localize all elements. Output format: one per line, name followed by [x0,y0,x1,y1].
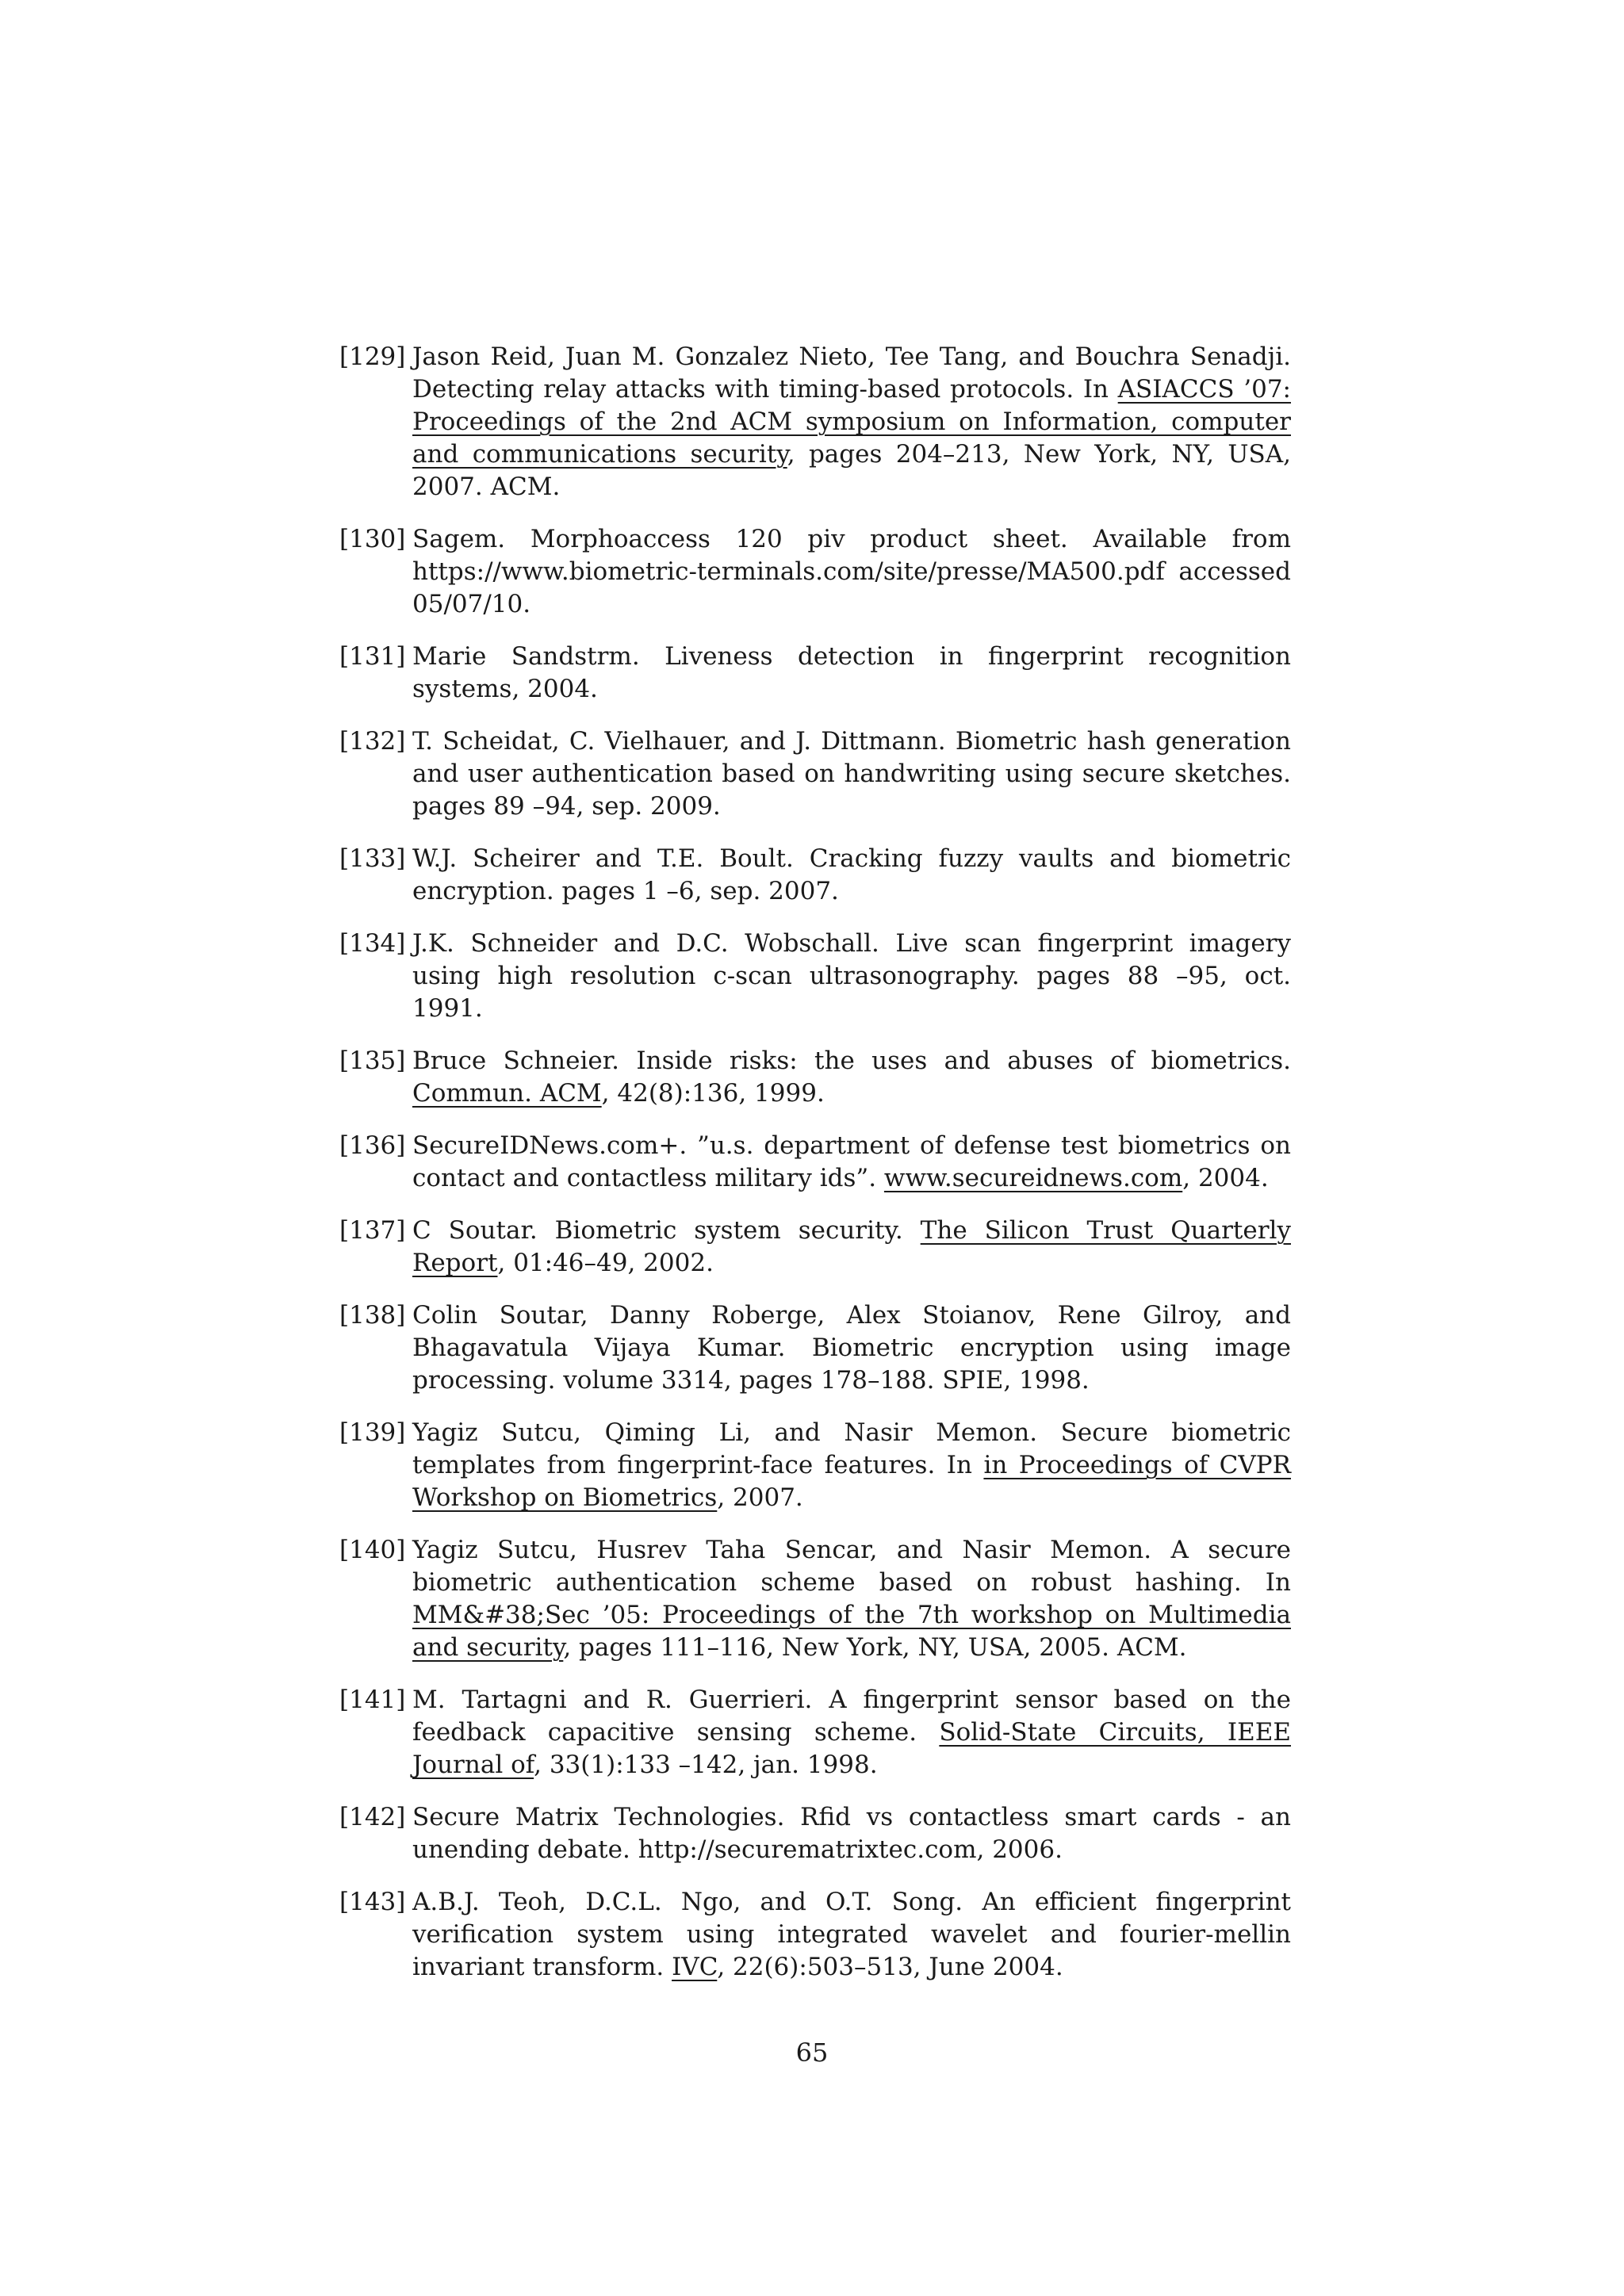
reference-text: W.J. Scheirer and T.E. Boult. Cracking fuzzy vaults and biometric encryption. pages 1 –6, sep. 2007. [412,844,1291,905]
reference-tail: , 2004. [1182,1164,1269,1192]
reference-label: [143] [339,1888,406,1916]
reference-tail: , pages 204–213, New York, NY, USA, 2007. ACM. [412,440,1292,501]
reference-entry [339,1801,1291,1866]
reference-entry [339,843,1291,908]
reference-venue: MM&#38;Sec ’05: Proceedings of the 7th workshop on Multimedia and security [412,1601,1291,1662]
reference-tail: , 22(6):503–513, June 2004. [717,1953,1063,1981]
reference-venue: ASIACCS ’07: Proceedings of the 2nd ACM symposium on Information, computer and communications security [412,375,1291,469]
reference-tail: , 42(8):136, 1999. [601,1079,825,1108]
reference-tail: , pages 111–116, New York, NY, USA, 2005. ACM. [563,1633,1187,1662]
reference-tail: , 33(1):133 –142, jan. 1998. [534,1751,878,1779]
reference-text: Bruce Schneier. Inside risks: the uses and abuses of biometrics. [412,1047,1291,1075]
reference-text: A.B.J. Teoh, D.C.L. Ngo, and O.T. Song. An efficient fingerprint verification system using integrated wavelet and fourier-mellin invariant transform. [412,1888,1291,1981]
reference-entry [339,1684,1291,1781]
reference-tail: , 01:46–49, 2002. [497,1249,714,1277]
reference-entry [339,1417,1291,1514]
reference-entry [339,523,1291,621]
reference-venue: www.secureidnews.com [883,1164,1183,1192]
reference-label: [134] [339,929,406,958]
reference-entry [339,1299,1291,1397]
reference-text: Colin Soutar, Danny Roberge, Alex Stoianov, Rene Gilroy, and Bhagavatula Vijaya Kumar. Biometric encryption using image processing. volume 3314, pages 178–188. SPIE, 1998. [412,1301,1291,1395]
reference-text: Yagiz Sutcu, Husrev Taha Sencar, and Nasir Memon. A secure biometric authentication scheme based on robust hashing. In [412,1536,1291,1597]
reference-venue: in Proceedings of CVPR Workshop on Biometrics [412,1451,1291,1512]
reference-label: [142] [339,1803,406,1831]
page-number: 65 [795,2038,829,2068]
reference-label: [131] [339,642,406,671]
reference-text: C Soutar. Biometric system security. [412,1216,921,1245]
reference-text: M. Tartagni and R. Guerrieri. A fingerprint sensor based on the feedback capacitive sensing scheme. [412,1686,1291,1747]
reference-venue: The Silicon Trust Quarterly Report [412,1216,1291,1277]
reference-text: J.K. Schneider and D.C. Wobschall. Live scan fingerprint imagery using high resolution c-scan ultrasonography. pages 88 –95, oct. 1991. [412,929,1291,1023]
reference-label: [129] [339,342,406,371]
reference-text: Sagem. Morphoaccess 120 piv product sheet. Available from https://www.biometric-terminals.com/site/presse/MA500.pdf accessed 05/07/10. [412,525,1291,618]
reference-text: Jason Reid, Juan M. Gonzalez Nieto, Tee Tang, and Bouchra Senadji. Detecting relay attacks with timing-based protocols. In [412,342,1291,404]
reference-list [339,341,1291,2003]
reference-label: [136] [339,1131,406,1160]
reference-entry [339,1215,1291,1280]
reference-label: [139] [339,1418,406,1447]
reference-venue: Commun. ACM [412,1079,602,1108]
reference-entry [339,1534,1291,1664]
reference-text: Secure Matrix Technologies. Rfid vs contactless smart cards - an unending debate. http://securematrixtec.com, 2006. [412,1803,1291,1864]
reference-tail: , 2007. [717,1483,803,1512]
reference-text: SecureIDNews.com+. ”u.s. department of defense test biometrics on contact and contactless military ids”. [412,1131,1291,1192]
reference-label: [140] [339,1536,406,1564]
reference-label: [141] [339,1686,406,1714]
reference-label: [135] [339,1047,406,1075]
reference-label: [133] [339,844,406,873]
reference-venue: Solid-State Circuits, IEEE Journal of [412,1718,1291,1779]
reference-label: [138] [339,1301,406,1330]
reference-entry [339,1045,1291,1110]
reference-label: [137] [339,1216,406,1245]
reference-entry [339,725,1291,823]
reference-text: Yagiz Sutcu, Qiming Li, and Nasir Memon. Secure biometric templates from fingerprint-face features. In [412,1418,1291,1479]
reference-text: T. Scheidat, C. Vielhauer, and J. Dittmann. Biometric hash generation and user authentication based on handwriting using secure sketches. pages 89 –94, sep. 2009. [412,727,1291,821]
reference-entry [339,1886,1291,1984]
reference-entry [339,1130,1291,1195]
reference-entry [339,641,1291,706]
reference-entry [339,928,1291,1025]
reference-text: Marie Sandstrm. Liveness detection in fingerprint recognition systems, 2004. [412,642,1291,703]
reference-label: [132] [339,727,406,756]
reference-label: [130] [339,525,406,553]
reference-entry [339,341,1291,503]
reference-venue: IVC [672,1953,718,1981]
